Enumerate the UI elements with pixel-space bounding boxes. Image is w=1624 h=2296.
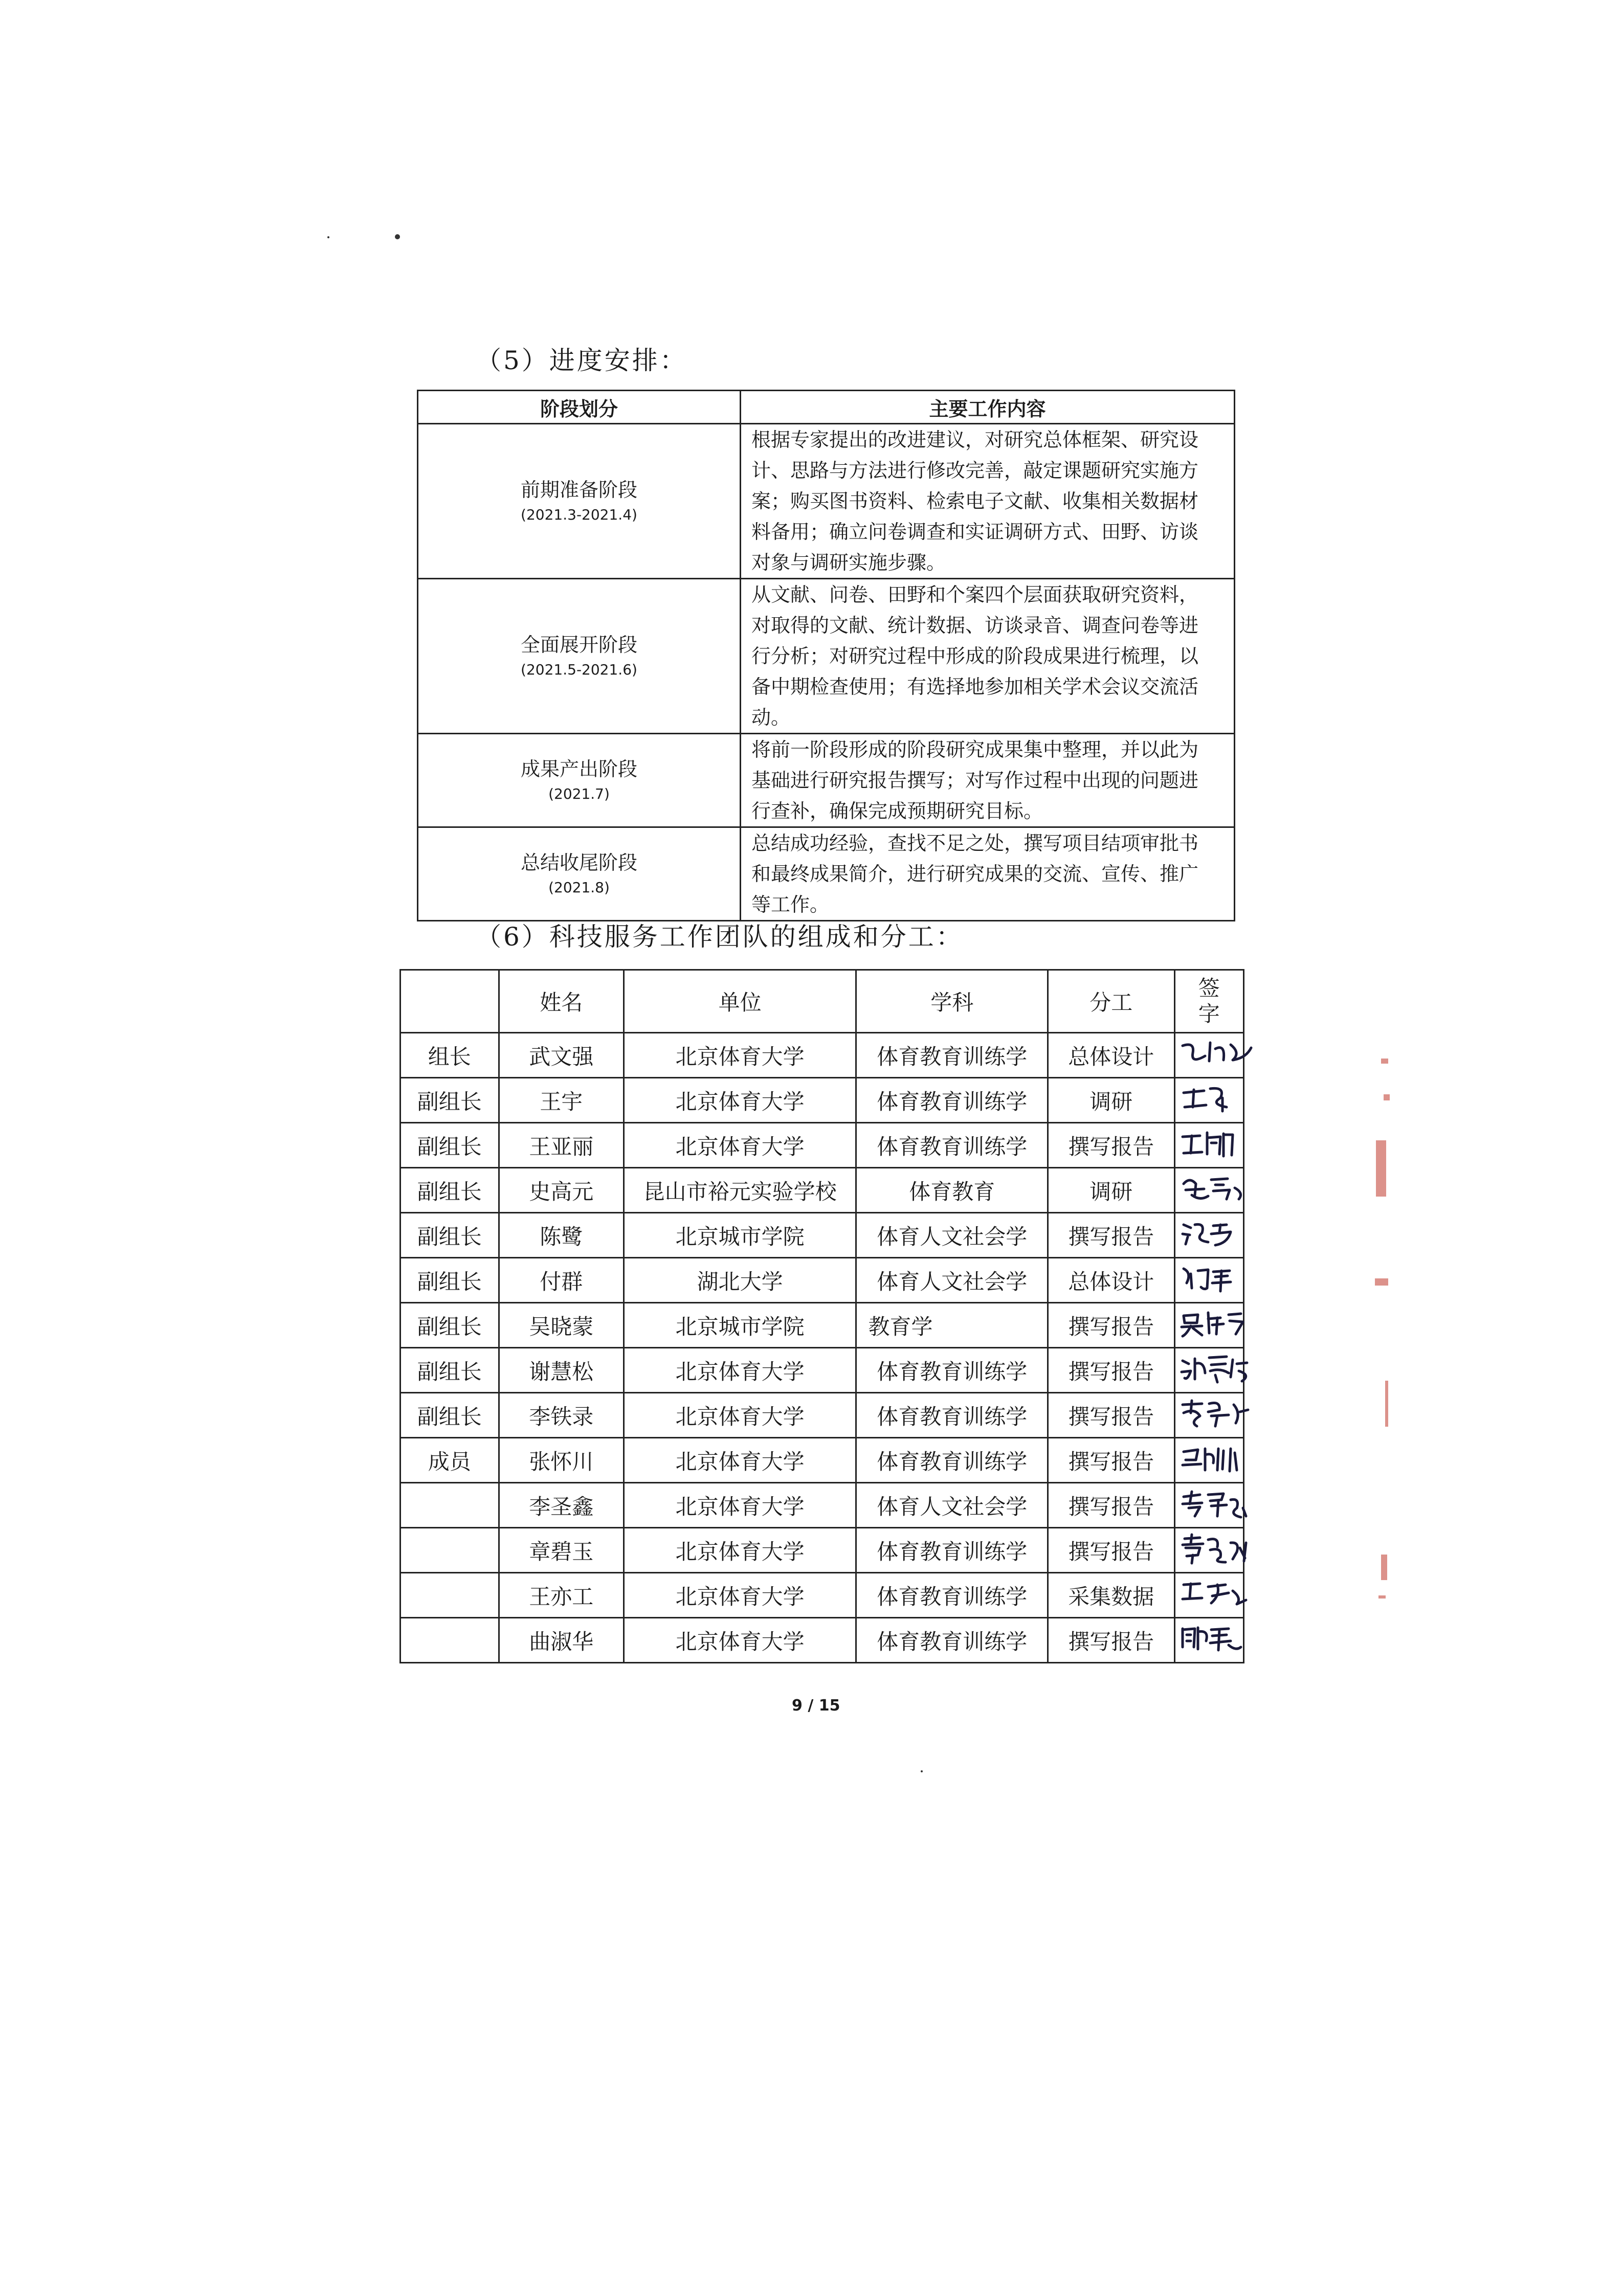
member-duty: 撰写报告	[1048, 1393, 1174, 1438]
content-line: 动。	[751, 706, 791, 729]
content-line: 将前一阶段形成的阶段研究成果集中整理，并以此为	[751, 738, 1199, 761]
member-name: 王亚丽	[499, 1123, 624, 1168]
content-line: 行分析；对研究过程中形成的阶段成果进行梳理，以	[751, 645, 1199, 667]
member-signature	[1174, 1303, 1244, 1348]
member-unit: 北京体育大学	[624, 1078, 856, 1123]
content-line: 计、思路与方法进行修改完善，敲定课题研究实施方	[751, 459, 1199, 482]
team-row	[401, 1213, 1244, 1258]
member-duty: 调研	[1048, 1168, 1174, 1213]
member-role: 成员	[401, 1438, 499, 1483]
member-duty: 撰写报告	[1048, 1528, 1174, 1573]
member-duty: 撰写报告	[1048, 1348, 1174, 1393]
member-subject: 体育教育训练学	[856, 1573, 1048, 1618]
phase-date: (2021.8)	[548, 879, 610, 896]
member-name: 武文强	[499, 1033, 624, 1078]
member-name: 李圣鑫	[499, 1483, 624, 1528]
member-unit: 湖北大学	[624, 1258, 856, 1303]
member-duty: 撰写报告	[1048, 1123, 1174, 1168]
scan-edge-mark	[1384, 1094, 1390, 1100]
member-subject: 体育人文社会学	[856, 1483, 1048, 1528]
member-unit: 北京体育大学	[624, 1123, 856, 1168]
schedule-col-content: 主要工作内容	[741, 391, 1235, 424]
phase-cell	[418, 579, 741, 734]
member-role: 副组长	[401, 1393, 499, 1438]
member-duty: 撰写报告	[1048, 1483, 1174, 1528]
handwritten-signature	[1180, 1353, 1256, 1386]
team-row	[401, 1033, 1244, 1078]
member-unit: 北京体育大学	[624, 1483, 856, 1528]
member-duty: 采集数据	[1048, 1573, 1174, 1618]
member-subject: 体育教育训练学	[856, 1618, 1048, 1663]
handwritten-signature	[1180, 1488, 1256, 1521]
phase-name: 总结收尾阶段	[520, 851, 637, 874]
content-line: 从文献、问卷、田野和个案四个层面获取研究资料，	[751, 583, 1199, 606]
member-role	[401, 1618, 499, 1663]
phase-date: (2021.3-2021.4)	[521, 506, 637, 523]
content-line: 案；购买图书资料、检索电子文献、收集相关数据材	[751, 490, 1199, 512]
member-role: 副组长	[401, 1348, 499, 1393]
team-col-role	[401, 970, 499, 1033]
scan-edge-mark	[1376, 1140, 1386, 1197]
phase-name: 成果产出阶段	[520, 758, 637, 780]
team-row	[401, 1483, 1244, 1528]
member-unit: 北京体育大学	[624, 1618, 856, 1663]
member-role	[401, 1528, 499, 1573]
member-unit: 北京体育大学	[624, 1393, 856, 1438]
member-unit: 北京城市学院	[624, 1213, 856, 1258]
member-name: 曲淑华	[499, 1618, 624, 1663]
member-unit: 北京体育大学	[624, 1438, 856, 1483]
team-row	[401, 1573, 1244, 1618]
schedule-row	[418, 424, 1235, 579]
schedule-row	[418, 827, 1235, 921]
handwritten-signature	[1180, 1443, 1256, 1476]
scan-edge-mark	[1378, 1595, 1386, 1599]
member-unit: 北京体育大学	[624, 1348, 856, 1393]
member-subject: 体育教育训练学	[856, 1438, 1048, 1483]
handwritten-signature	[1180, 1218, 1256, 1251]
member-subject: 体育人文社会学	[856, 1258, 1048, 1303]
member-subject: 教育学	[856, 1303, 1048, 1348]
member-name: 章碧玉	[499, 1528, 624, 1573]
member-role: 副组长	[401, 1258, 499, 1303]
handwritten-signature	[1180, 1173, 1256, 1206]
scan-edge-mark	[1381, 1555, 1387, 1580]
member-role: 副组长	[401, 1213, 499, 1258]
handwritten-signature	[1180, 1623, 1256, 1656]
phase-content	[741, 827, 1235, 921]
member-signature	[1174, 1033, 1244, 1078]
member-name: 王亦工	[499, 1573, 624, 1618]
handwritten-signature	[1180, 1263, 1256, 1296]
team-row	[401, 1078, 1244, 1123]
team-heading: （6）科技服务工作团队的组成和分工：	[476, 922, 964, 952]
team-col-name: 姓名	[499, 970, 624, 1033]
content-line: 对象与调研实施步骤。	[751, 551, 946, 574]
member-signature	[1174, 1483, 1244, 1528]
schedule-header-row	[418, 391, 1235, 424]
phase-name: 前期准备阶段	[520, 479, 637, 501]
member-role: 组长	[401, 1033, 499, 1078]
member-signature	[1174, 1168, 1244, 1213]
team-col-unit: 单位	[624, 970, 856, 1033]
member-signature	[1174, 1258, 1244, 1303]
team-col-sign: 签字	[1174, 970, 1244, 1033]
schedule-col-phase: 阶段划分	[418, 391, 741, 424]
schedule-row	[418, 579, 1235, 734]
member-duty: 撰写报告	[1048, 1303, 1174, 1348]
phase-cell	[418, 424, 741, 579]
member-unit: 昆山市裕元实验学校	[624, 1168, 856, 1213]
member-name: 史高元	[499, 1168, 624, 1213]
team-body	[401, 1033, 1244, 1663]
member-name: 吴晓蒙	[499, 1303, 624, 1348]
member-role	[401, 1573, 499, 1618]
phase-content	[741, 579, 1235, 734]
content-line: 等工作。	[751, 893, 830, 916]
member-name: 张怀川	[499, 1438, 624, 1483]
page-number: 9 / 15	[792, 1697, 840, 1715]
content-line: 总结成功经验，查找不足之处，撰写项目结项审批书	[751, 832, 1199, 854]
content-line: 料备用；确立问卷调查和实证调研方式、田野、访谈	[751, 521, 1199, 543]
member-subject: 体育教育训练学	[856, 1123, 1048, 1168]
member-signature	[1174, 1573, 1244, 1618]
team-row	[401, 1123, 1244, 1168]
member-role: 副组长	[401, 1168, 499, 1213]
member-subject: 体育教育	[856, 1168, 1048, 1213]
member-subject: 体育教育训练学	[856, 1528, 1048, 1573]
scan-edge-mark	[1375, 1278, 1388, 1286]
team-table	[399, 969, 1244, 1663]
member-subject: 体育教育训练学	[856, 1078, 1048, 1123]
handwritten-signature	[1180, 1038, 1256, 1071]
member-unit: 北京体育大学	[624, 1033, 856, 1078]
team-row	[401, 1438, 1244, 1483]
schedule-table	[417, 390, 1235, 921]
member-signature	[1174, 1123, 1244, 1168]
phase-cell	[418, 827, 741, 921]
member-role: 副组长	[401, 1303, 499, 1348]
member-subject: 体育人文社会学	[856, 1213, 1048, 1258]
member-name: 陈鹭	[499, 1213, 624, 1258]
scan-edge-mark	[1385, 1381, 1388, 1427]
member-signature	[1174, 1213, 1244, 1258]
member-signature	[1174, 1438, 1244, 1483]
schedule-row	[418, 734, 1235, 827]
handwritten-signature	[1180, 1128, 1256, 1161]
team-header-row	[401, 970, 1244, 1033]
phase-cell	[418, 734, 741, 827]
scan-dot	[395, 234, 400, 239]
handwritten-signature	[1180, 1083, 1256, 1116]
member-signature	[1174, 1528, 1244, 1573]
content-line: 备中期检查使用；有选择地参加相关学术会议交流活	[751, 676, 1199, 698]
team-row	[401, 1348, 1244, 1393]
content-line: 对取得的文献、统计数据、访谈录音、调查问卷等进	[751, 614, 1199, 637]
team-row	[401, 1258, 1244, 1303]
scan-dot	[327, 236, 329, 238]
member-unit: 北京体育大学	[624, 1573, 856, 1618]
member-subject: 体育教育训练学	[856, 1033, 1048, 1078]
member-subject: 体育教育训练学	[856, 1393, 1048, 1438]
scan-dot	[921, 1770, 923, 1772]
member-signature	[1174, 1078, 1244, 1123]
phase-content	[741, 424, 1235, 579]
team-col-subject: 学科	[856, 970, 1048, 1033]
member-signature	[1174, 1618, 1244, 1663]
scan-edge-mark	[1381, 1059, 1388, 1064]
handwritten-signature	[1180, 1533, 1256, 1566]
team-row	[401, 1528, 1244, 1573]
member-unit: 北京体育大学	[624, 1528, 856, 1573]
member-duty: 总体设计	[1048, 1033, 1174, 1078]
team-col-duty: 分工	[1048, 970, 1174, 1033]
member-role: 副组长	[401, 1078, 499, 1123]
member-name: 付群	[499, 1258, 624, 1303]
phase-date: (2021.5-2021.6)	[521, 661, 637, 678]
team-row	[401, 1168, 1244, 1213]
phase-content	[741, 734, 1235, 827]
phase-name: 全面展开阶段	[520, 634, 637, 656]
handwritten-signature	[1180, 1308, 1256, 1341]
content-line: 根据专家提出的改进建议，对研究总体框架、研究设	[751, 429, 1199, 451]
member-unit: 北京城市学院	[624, 1303, 856, 1348]
content-line: 和最终成果简介，进行研究成果的交流、宣传、推广	[751, 863, 1199, 885]
member-name: 王宇	[499, 1078, 624, 1123]
team-row	[401, 1303, 1244, 1348]
member-role: 副组长	[401, 1123, 499, 1168]
team-row	[401, 1393, 1244, 1438]
member-duty: 撰写报告	[1048, 1438, 1174, 1483]
member-duty: 撰写报告	[1048, 1618, 1174, 1663]
member-subject: 体育教育训练学	[856, 1348, 1048, 1393]
member-duty: 撰写报告	[1048, 1213, 1174, 1258]
handwritten-signature	[1180, 1578, 1256, 1611]
schedule-heading: （5）进度安排：	[476, 346, 687, 375]
phase-date: (2021.7)	[548, 785, 610, 802]
member-signature	[1174, 1393, 1244, 1438]
member-signature	[1174, 1348, 1244, 1393]
member-role	[401, 1483, 499, 1528]
handwritten-signature	[1180, 1398, 1256, 1431]
content-line: 行查补，确保完成预期研究目标。	[751, 800, 1043, 822]
member-duty: 总体设计	[1048, 1258, 1174, 1303]
member-duty: 调研	[1048, 1078, 1174, 1123]
team-row	[401, 1618, 1244, 1663]
member-name: 李铁录	[499, 1393, 624, 1438]
content-line: 基础进行研究报告撰写；对写作过程中出现的问题进	[751, 769, 1199, 792]
member-name: 谢慧松	[499, 1348, 624, 1393]
